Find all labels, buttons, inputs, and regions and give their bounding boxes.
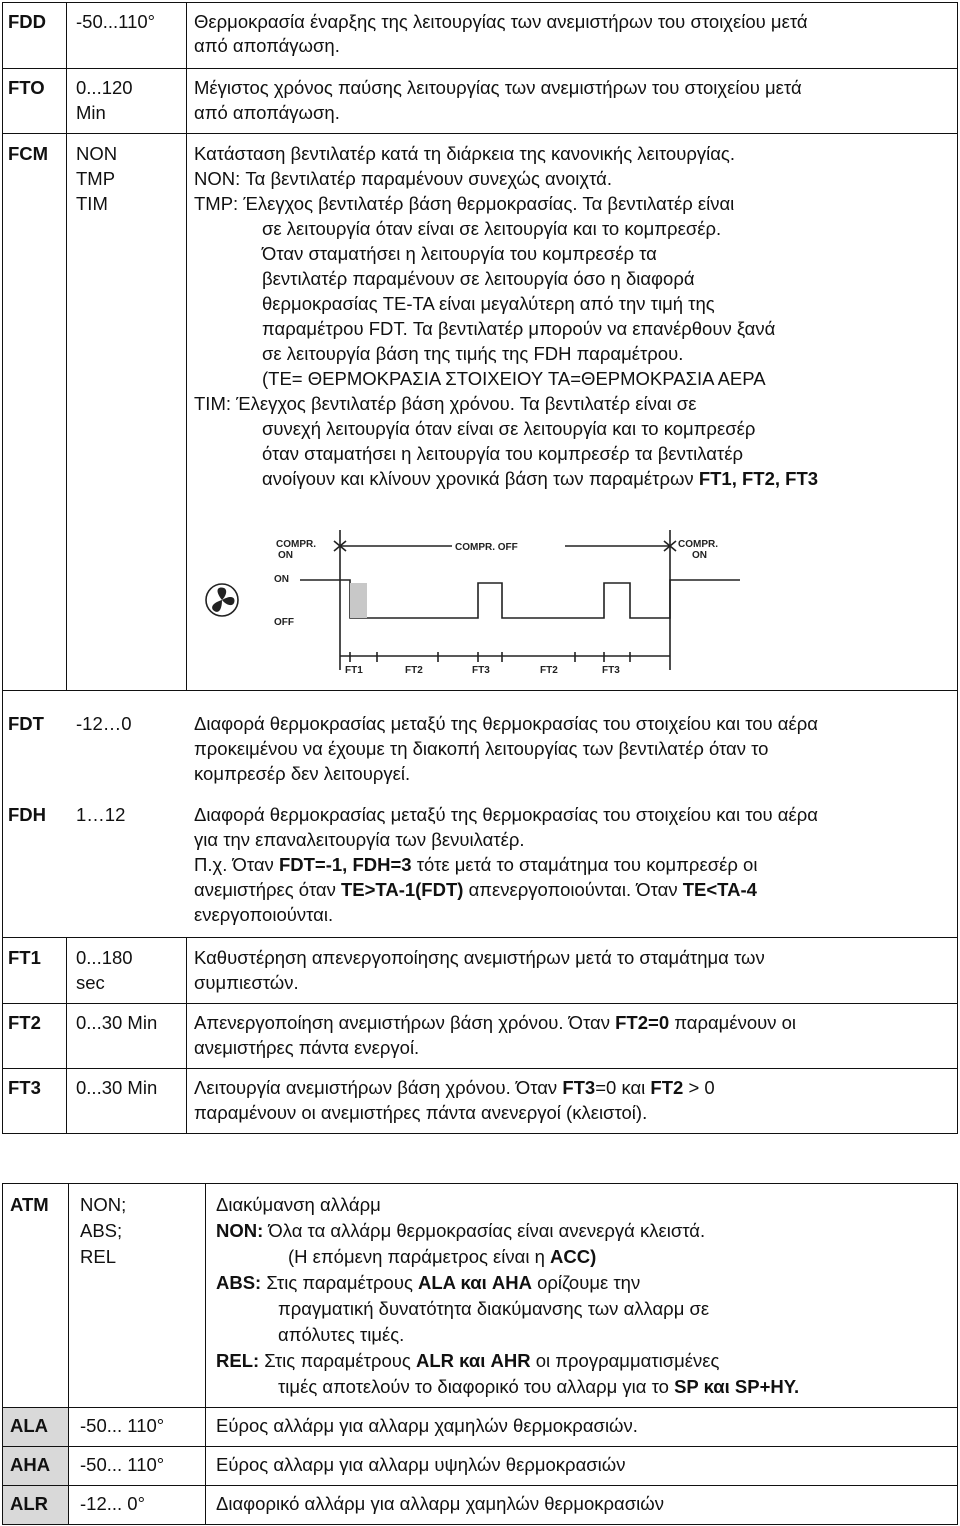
- label-on: ON: [274, 574, 289, 585]
- option-tmp-text: σε λειτουργία όταν είναι σε λειτουργία και το κομπρεσέρ.: [262, 218, 722, 239]
- label-compr-on-2: ON: [278, 550, 293, 561]
- option-abs-text: απόλυτες τιμές.: [278, 1324, 405, 1345]
- option-tmp-text: (TE= ΘΕΡΜΟΚΡΑΣΙΑ ΣΤΟΙΧΕΙΟΥ TA=ΘΕΡΜΟΚΡΑΣΙΑ ΑΕΡΑ: [262, 368, 766, 389]
- label-ft2: FT2: [540, 665, 558, 675]
- param-code: FCM: [8, 143, 49, 164]
- param-code: FDT: [8, 713, 44, 734]
- param-code: FDD: [8, 11, 47, 32]
- param-range: 1…12: [76, 804, 126, 825]
- fan-icon: [212, 588, 234, 612]
- label-compr-on-2: ON: [692, 550, 707, 561]
- option-tmp: TMP: Έλεγχος βεντιλατέρ βάση θερμοκρασίας. Τα βεντιλατέρ είναι: [194, 193, 735, 214]
- option-tim-text: ανοίγουν και κλίνουν χρονικά βάση των παραμέτρων FT1, FT2, FT3: [262, 468, 819, 489]
- param-range: NON;: [80, 1194, 127, 1215]
- param-desc: προκειμένου να έχουμε τη διακοπή λειτουργίας των βεντιλατέρ όταν το: [194, 738, 769, 759]
- param-code: FT3: [8, 1077, 41, 1098]
- option-tim-text: συνεχή λειτουργία όταν είναι σε λειτουργία και το κομπρεσέρ: [262, 418, 756, 439]
- option-abs-text: πραγματική δυνατότητα διακύμανσης των αλλαρμ σε: [278, 1298, 710, 1319]
- param-desc: Διαφορά θερμοκρασίας μεταξύ της θερμοκρασίας του στοιχείου και του αέρα: [194, 804, 818, 825]
- param-desc: Κατάσταση βεντιλατέρ κατά τη διάρκεια της κανονικής λειτουργίας.: [194, 143, 735, 164]
- label-compr-on: COMPR.: [678, 539, 718, 550]
- label-compr-off: COMPR. OFF: [455, 542, 518, 553]
- param-desc: για την επαναλειτουργία των βενυιλατέρ.: [194, 829, 525, 850]
- fan-timing-diagram: [200, 530, 760, 675]
- option-non: NON: Τα βεντιλατέρ παραμένουν συνεχώς ανοιχτά.: [194, 168, 612, 189]
- param-code: FTO: [8, 77, 45, 98]
- option-non-note: (Η επόμενη παράμετρος είναι η ACC): [288, 1246, 597, 1267]
- param-range: sec: [76, 972, 105, 993]
- param-desc: κομπρεσέρ δεν λειτουργεί.: [194, 763, 411, 784]
- param-code: ATM: [10, 1194, 49, 1215]
- param-desc: Εύρος αλλάρμ για αλλαρμ χαμηλών θερμοκρασιών.: [216, 1415, 638, 1436]
- param-desc: Θερμοκρασία έναρξης της λειτουργίας των ανεμιστήρων του στοιχείου μετά: [194, 11, 808, 32]
- param-range: -50... 110°: [80, 1454, 165, 1475]
- param-range: -50... 110°: [80, 1415, 165, 1436]
- param-range: TMP: [76, 168, 116, 189]
- label-ft3: FT3: [602, 665, 620, 675]
- param-desc: Διαφορικό αλλάρμ για αλλαρμ χαμηλών θερμοκρασιών: [216, 1493, 664, 1514]
- param-range: 0...180: [76, 947, 133, 968]
- param-desc: Εύρος αλλαρμ για αλλαρμ υψηλών θερμοκρασιών: [216, 1454, 626, 1475]
- param-desc: Π.χ. Όταν FDT=-1, FDH=3 τότε μετά το σταμάτημα του κομπρεσέρ οι: [194, 854, 758, 875]
- param-code: ALA: [10, 1415, 49, 1436]
- param-code: AHA: [10, 1454, 51, 1475]
- label-ft1: FT1: [345, 665, 363, 675]
- param-desc: Διαφορά θερμοκρασίας μεταξύ της θερμοκρασίας του στοιχείου και του αέρα: [194, 713, 818, 734]
- option-tmp-text: θερμοκρασίας TE-TA είναι μεγαλύτερη από την τιμή της: [262, 293, 715, 314]
- option-tim: TIM: Έλεγχος βεντιλατέρ βάση χρόνου. Τα βεντιλατέρ είναι σε: [194, 393, 697, 414]
- param-code: FT1: [8, 947, 41, 968]
- option-non: NON: Όλα τα αλλάρμ θερμοκρασίας είναι ανενεργά κλειστά.: [216, 1220, 706, 1241]
- param-desc: Απενεργοποίηση ανεμιστήρων βάση χρόνου. Όταν FT2=0 παραμένουν οι: [194, 1012, 797, 1033]
- param-range: -12…0: [76, 713, 132, 734]
- param-range: 0...30 Min: [76, 1012, 158, 1033]
- param-desc: Καθυστέρηση απενεργοποίησης ανεμιστήρων μετά το σταμάτημα των: [194, 947, 765, 968]
- option-tmp-text: σε λειτουργία βάση της τιμής της FDH παραμέτρου.: [262, 343, 684, 364]
- label-ft2: FT2: [405, 665, 423, 675]
- param-range: -12... 0°: [80, 1493, 145, 1514]
- param-range: ABS;: [80, 1220, 123, 1241]
- option-tmp-text: παραμέτρου FDT. Τα βεντιλατέρ μπορούν να επανέρθουν ξανά: [262, 318, 776, 339]
- param-range: -50...110°: [76, 11, 156, 32]
- param-desc: συμπιεστών.: [194, 972, 299, 993]
- param-desc: Μέγιστος χρόνος παύσης λειτουργίας των ανεμιστήρων του στοιχείου μετά: [194, 77, 802, 98]
- param-code: FDH: [8, 804, 47, 825]
- param-desc: ανεμιστήρες όταν TE>TA-1(FDT) απενεργοποιούνται. Όταν TE<TA-4: [194, 879, 757, 900]
- param-range: 0...30 Min: [76, 1077, 158, 1098]
- param-code: FT2: [8, 1012, 41, 1033]
- option-tim-text: όταν σταματήσει η λειτουργία του κομπρεσέρ τα βεντιλατέρ: [262, 443, 743, 464]
- param-desc: ενεργοποιούνται.: [194, 904, 334, 925]
- option-abs: ABS: Στις παραμέτρους ALA και AHA ορίζουμε την: [216, 1272, 641, 1293]
- option-rel-text: τιμές αποτελούν το διαφορικό του αλλαρμ για το SP και SP+HY.: [278, 1376, 800, 1397]
- param-code: ALR: [10, 1493, 49, 1514]
- option-tmp-text: Όταν σταματήσει η λειτουργία του κομπρεσέρ τα: [262, 243, 657, 264]
- label-compr-on: COMPR.: [276, 539, 316, 550]
- option-rel: REL: Στις παραμέτρους ALR και AHR οι προγραμματισμένες: [216, 1350, 720, 1371]
- param-range: TIM: [76, 193, 108, 214]
- option-tmp-text: βεντιλατέρ παραμένουν σε λειτουργία όσο η διαφορά: [262, 268, 695, 289]
- param-range: 0...120: [76, 77, 133, 98]
- param-desc: παραμένουν οι ανεμιστήρες πάντα ανενεργοί (κλειστοί).: [194, 1102, 648, 1123]
- param-desc: από αποπάγωση.: [194, 102, 340, 123]
- label-off: OFF: [274, 617, 294, 628]
- param-range: REL: [80, 1246, 116, 1267]
- param-desc: από αποπάγωση.: [194, 35, 340, 56]
- param-desc: ανεμιστήρες πάντα ενεργοί.: [194, 1037, 420, 1058]
- label-ft3: FT3: [472, 665, 490, 675]
- param-range: NON: [76, 143, 118, 164]
- param-desc: Διακύμανση αλλάρμ: [216, 1194, 381, 1215]
- param-desc: Λειτουργία ανεμιστήρων βάση χρόνου. Όταν FT3=0 και FT2 > 0: [194, 1077, 715, 1098]
- param-range: Min: [76, 102, 106, 123]
